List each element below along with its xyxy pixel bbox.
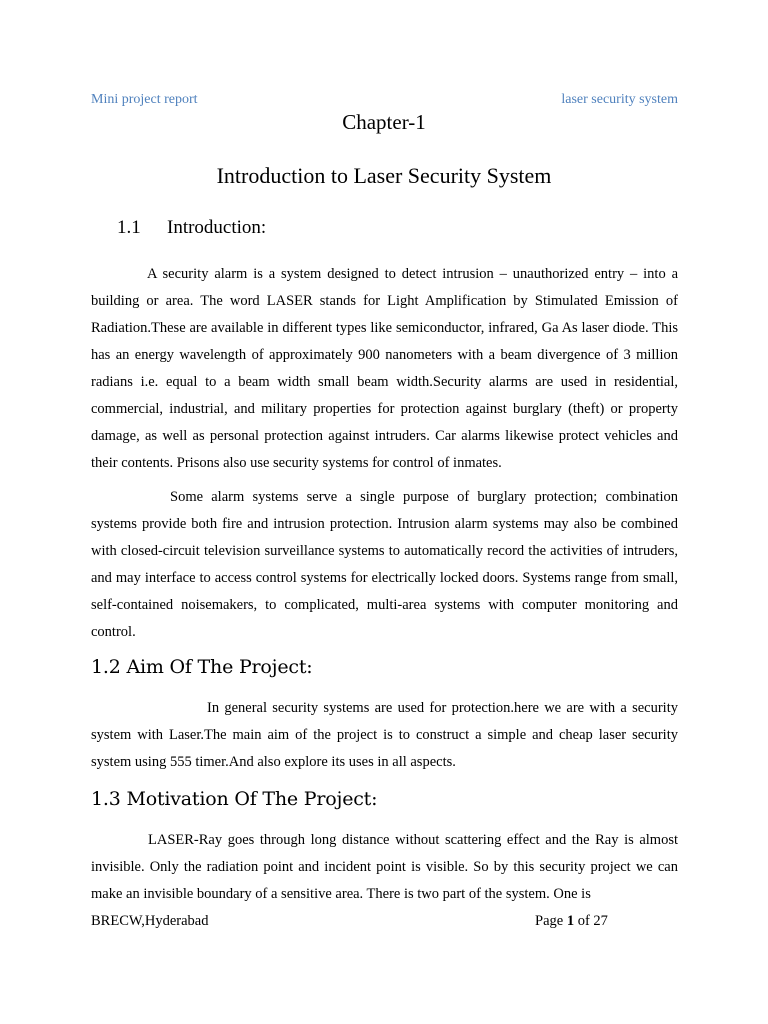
intro-paragraph-1-text: A security alarm is a system designed to detect intrusion – unauthorized entry – into a building or area. The word LASER stands for Light Amplification by Stimulated Emission of Radiation.These are available in different types like semiconductor, infrared, Ga As laser diode. This has an energy wavelength of approximately 900 nanometers with a beam divergence of 3 million radians i.e. equal to a beam width small beam width.Security alarms are used in residential, commercial, industrial, and military properties for protection against burglary (theft) or property damage, as well as personal protection against intruders. Car alarms likewise protect vehicles and their contents. Prisons also use security systems for control of inmates. (91, 266, 678, 471)
section-1-1-title: Introduction: (167, 217, 267, 238)
section-1-1-heading (117, 217, 266, 239)
motivation-paragraph-text: LASER-Ray goes through long distance without scattering effect and the Ray is almost invisible. Only the radiation point and incident point is visible. So by this security project we can make an invisible boundary of a sensitive area. There is two part of the system. One is (91, 832, 678, 902)
header-right-text: laser security system (561, 92, 678, 107)
section-1-3-heading: 1.3 Motivation Of The Project: (91, 788, 378, 810)
intro-paragraph-1 (91, 261, 678, 477)
footer-page-suffix: of 27 (574, 913, 608, 929)
section-1-2-heading: 1.2 Aim Of The Project: (91, 656, 313, 678)
footer-page-prefix: Page (535, 913, 567, 929)
aim-paragraph (91, 695, 678, 776)
footer-page-current: 1 (566, 913, 575, 929)
intro-paragraph-2 (91, 484, 678, 646)
footer-page-number (535, 913, 608, 930)
footer-institution: BRECW,Hyderabad (91, 913, 209, 929)
motivation-paragraph (91, 827, 678, 908)
chapter-label: Chapter-1 (342, 110, 426, 134)
aim-paragraph-text: In general security systems are used for protection.here we are with a security system with Laser.The main aim of the project is to construct a simple and cheap laser security system using 555 timer.And also explore its uses in all aspects. (91, 700, 678, 770)
section-1-1-number: 1.1 (117, 217, 141, 238)
header-left-text: Mini project report (91, 92, 198, 107)
intro-paragraph-2-text: Some alarm systems serve a single purpose of burglary protection; combination systems provide both fire and intrusion protection. Intrusion alarm systems may also be combined with closed-circuit television surveillance systems to automatically record the activities of intruders, and may interface to access control systems for electrically locked doors. Systems range from small, self-contained noisemakers, to complicated, multi-area systems with computer monitoring and control. (91, 489, 678, 640)
chapter-title: Introduction to Laser Security System (216, 163, 552, 188)
